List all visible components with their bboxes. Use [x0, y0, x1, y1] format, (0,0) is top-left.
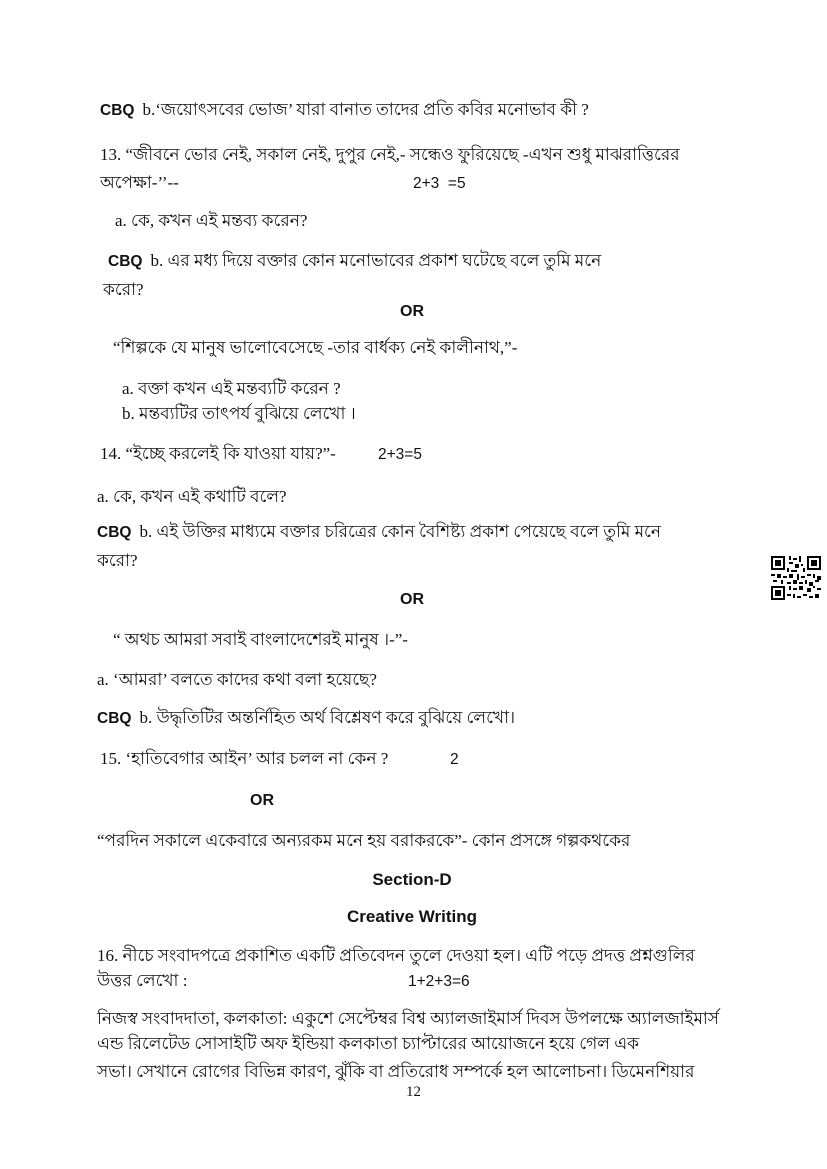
question-text: b. এর মধ্য দিয়ে বক্তার কোন মনোভাবের প্রকাশ ঘটেছে বলে তুমি মনে: [150, 251, 602, 270]
section-title: Section-D: [372, 870, 452, 889]
question-13-alt-quote: [113, 334, 727, 362]
subsection-title: Creative Writing: [346, 907, 478, 926]
marks-value: 2: [450, 751, 459, 768]
or-text: OR: [400, 303, 424, 320]
question-13b-line-1: [108, 247, 727, 276]
question-14-alt-quote: [113, 626, 727, 654]
question-text: b. মন্তব্যটির তাৎপর্য বুঝিয়ে লেখো ।: [122, 404, 356, 423]
question-text: উত্তর লেখো :: [97, 971, 188, 990]
or-divider: [97, 586, 727, 614]
news-report-line-1: [97, 1005, 727, 1033]
question-text: অপেক্ষা-’’--: [100, 173, 179, 192]
or-divider: [97, 298, 727, 326]
question-text: 16. নীচে সংবাদপত্রে প্রকাশিত একটি প্রতিবেদন তুলে দেওয়া হল। এটি পড়ে প্রদত্ত প্রশ্নগুলির: [97, 946, 695, 965]
report-text: এন্ড রিলেটেড সোসাইটি অফ ইন্ডিয়া কলকাতা চ্যাপ্টারের আয়োজনে হয়ে গেল এক: [97, 1034, 640, 1053]
report-text: সভা। সেখানে রোগের বিভিন্ন কারণ, ঝুঁকি বা প্রতিরোধ সম্পর্কে হল আলোচনা। ডিমেনশিয়ার: [97, 1062, 695, 1081]
question-13-line-1: [100, 141, 727, 169]
question-text: a. ‘আমরা’ বলতে কাদের কথা বলা হয়েছে?: [97, 670, 377, 689]
marks-value: 1+2+3=6: [408, 973, 470, 990]
news-report-line-3: [97, 1058, 727, 1086]
marks-value: 2+3=5: [378, 446, 422, 463]
or-text: OR: [250, 792, 274, 809]
question-text: a. কে, কখন এই মন্তব্য করেন?: [115, 211, 308, 230]
question-16-line-1: [97, 942, 727, 970]
or-text: OR: [400, 591, 424, 608]
question-text: 13. “জীবনে ভোর নেই, সকাল নেই, দুপুর নেই,- সন্ধেও ফুরিয়েছে -এখন শুধু মাঝরাত্তিরের: [100, 145, 680, 164]
question-text: a. বক্তা কখন এই মন্তব্যটি করেন ?: [122, 379, 341, 398]
question-14b-line-1: [97, 518, 727, 547]
question-text: 15. ‘হাতিবেগার আইন’ আর চলল না কেন ?: [100, 749, 389, 768]
question-13-alt-b: [122, 400, 727, 428]
cbq-label: CBQ: [100, 102, 135, 119]
question-14a-line: [97, 483, 727, 511]
cbq-label: CBQ: [108, 253, 143, 270]
section-heading: [97, 866, 727, 894]
question-13-alt-a: [122, 375, 727, 403]
news-report-line-2: [97, 1030, 727, 1058]
question-text: “শিল্পকে যে মানুষ ভালোবেসেছে -তার বার্ধক্য নেই কালীনাথ,”-: [113, 338, 518, 357]
cbq-label: CBQ: [97, 524, 132, 541]
question-13-line-2: [100, 169, 727, 197]
question-text: করো?: [97, 551, 138, 570]
subsection-heading: [97, 903, 727, 931]
question-text: “ অথচ আমরা সবাই বাংলাদেশেরই মানুষ ।-”-: [113, 630, 408, 649]
question-text: করো?: [103, 280, 144, 299]
question-text: b. উদ্ধৃতিটির অন্তর্নিহিত অর্থ বিশ্লেষণ করে বুঝিয়ে লেখো।: [139, 708, 516, 727]
question-12b-line: [100, 96, 727, 125]
question-15-line: [100, 745, 727, 773]
question-text: b.‘জয়োৎসবের ভোজ’ যারা বানাত তাদের প্রতি কবির মনোভাব কী ?: [142, 100, 589, 119]
question-14-alt-b: [97, 704, 727, 733]
or-divider: [250, 787, 727, 815]
question-13a-line: [115, 207, 727, 235]
question-15-alt-line: [97, 827, 727, 855]
question-14-line: [100, 440, 727, 468]
question-14b-line-2: [97, 547, 727, 575]
question-text: a. কে, কখন এই কথাটি বলে?: [97, 487, 287, 506]
report-text: নিজস্ব সংবাদদাতা, কলকাতা: একুশে সেপ্টেম্বর বিশ্ব অ্যালজাইমার্স দিবস উপলক্ষে অ্যালজাইমার্স: [97, 1009, 720, 1028]
page-number: 12: [406, 1084, 421, 1100]
question-16-line-2: [97, 967, 727, 995]
question-text: b. এই উক্তির মাধ্যমে বক্তার চরিত্রের কোন বৈশিষ্ট্য প্রকাশ পেয়েছে বলে তুমি মনে: [139, 522, 662, 541]
cbq-label: CBQ: [97, 710, 132, 727]
qr-code-icon: [771, 556, 821, 600]
question-14-alt-a: [97, 666, 727, 694]
question-text: “পরদিন সকালে একেবারে অন্যরকম মনে হয় বরাকরকে”- কোন প্রসঙ্গে গল্পকথকের: [97, 831, 631, 850]
question-text: 14. “ইচ্ছে করলেই কি যাওয়া যায়?”-: [100, 444, 336, 463]
marks-value: 2+3 =5: [413, 175, 466, 192]
